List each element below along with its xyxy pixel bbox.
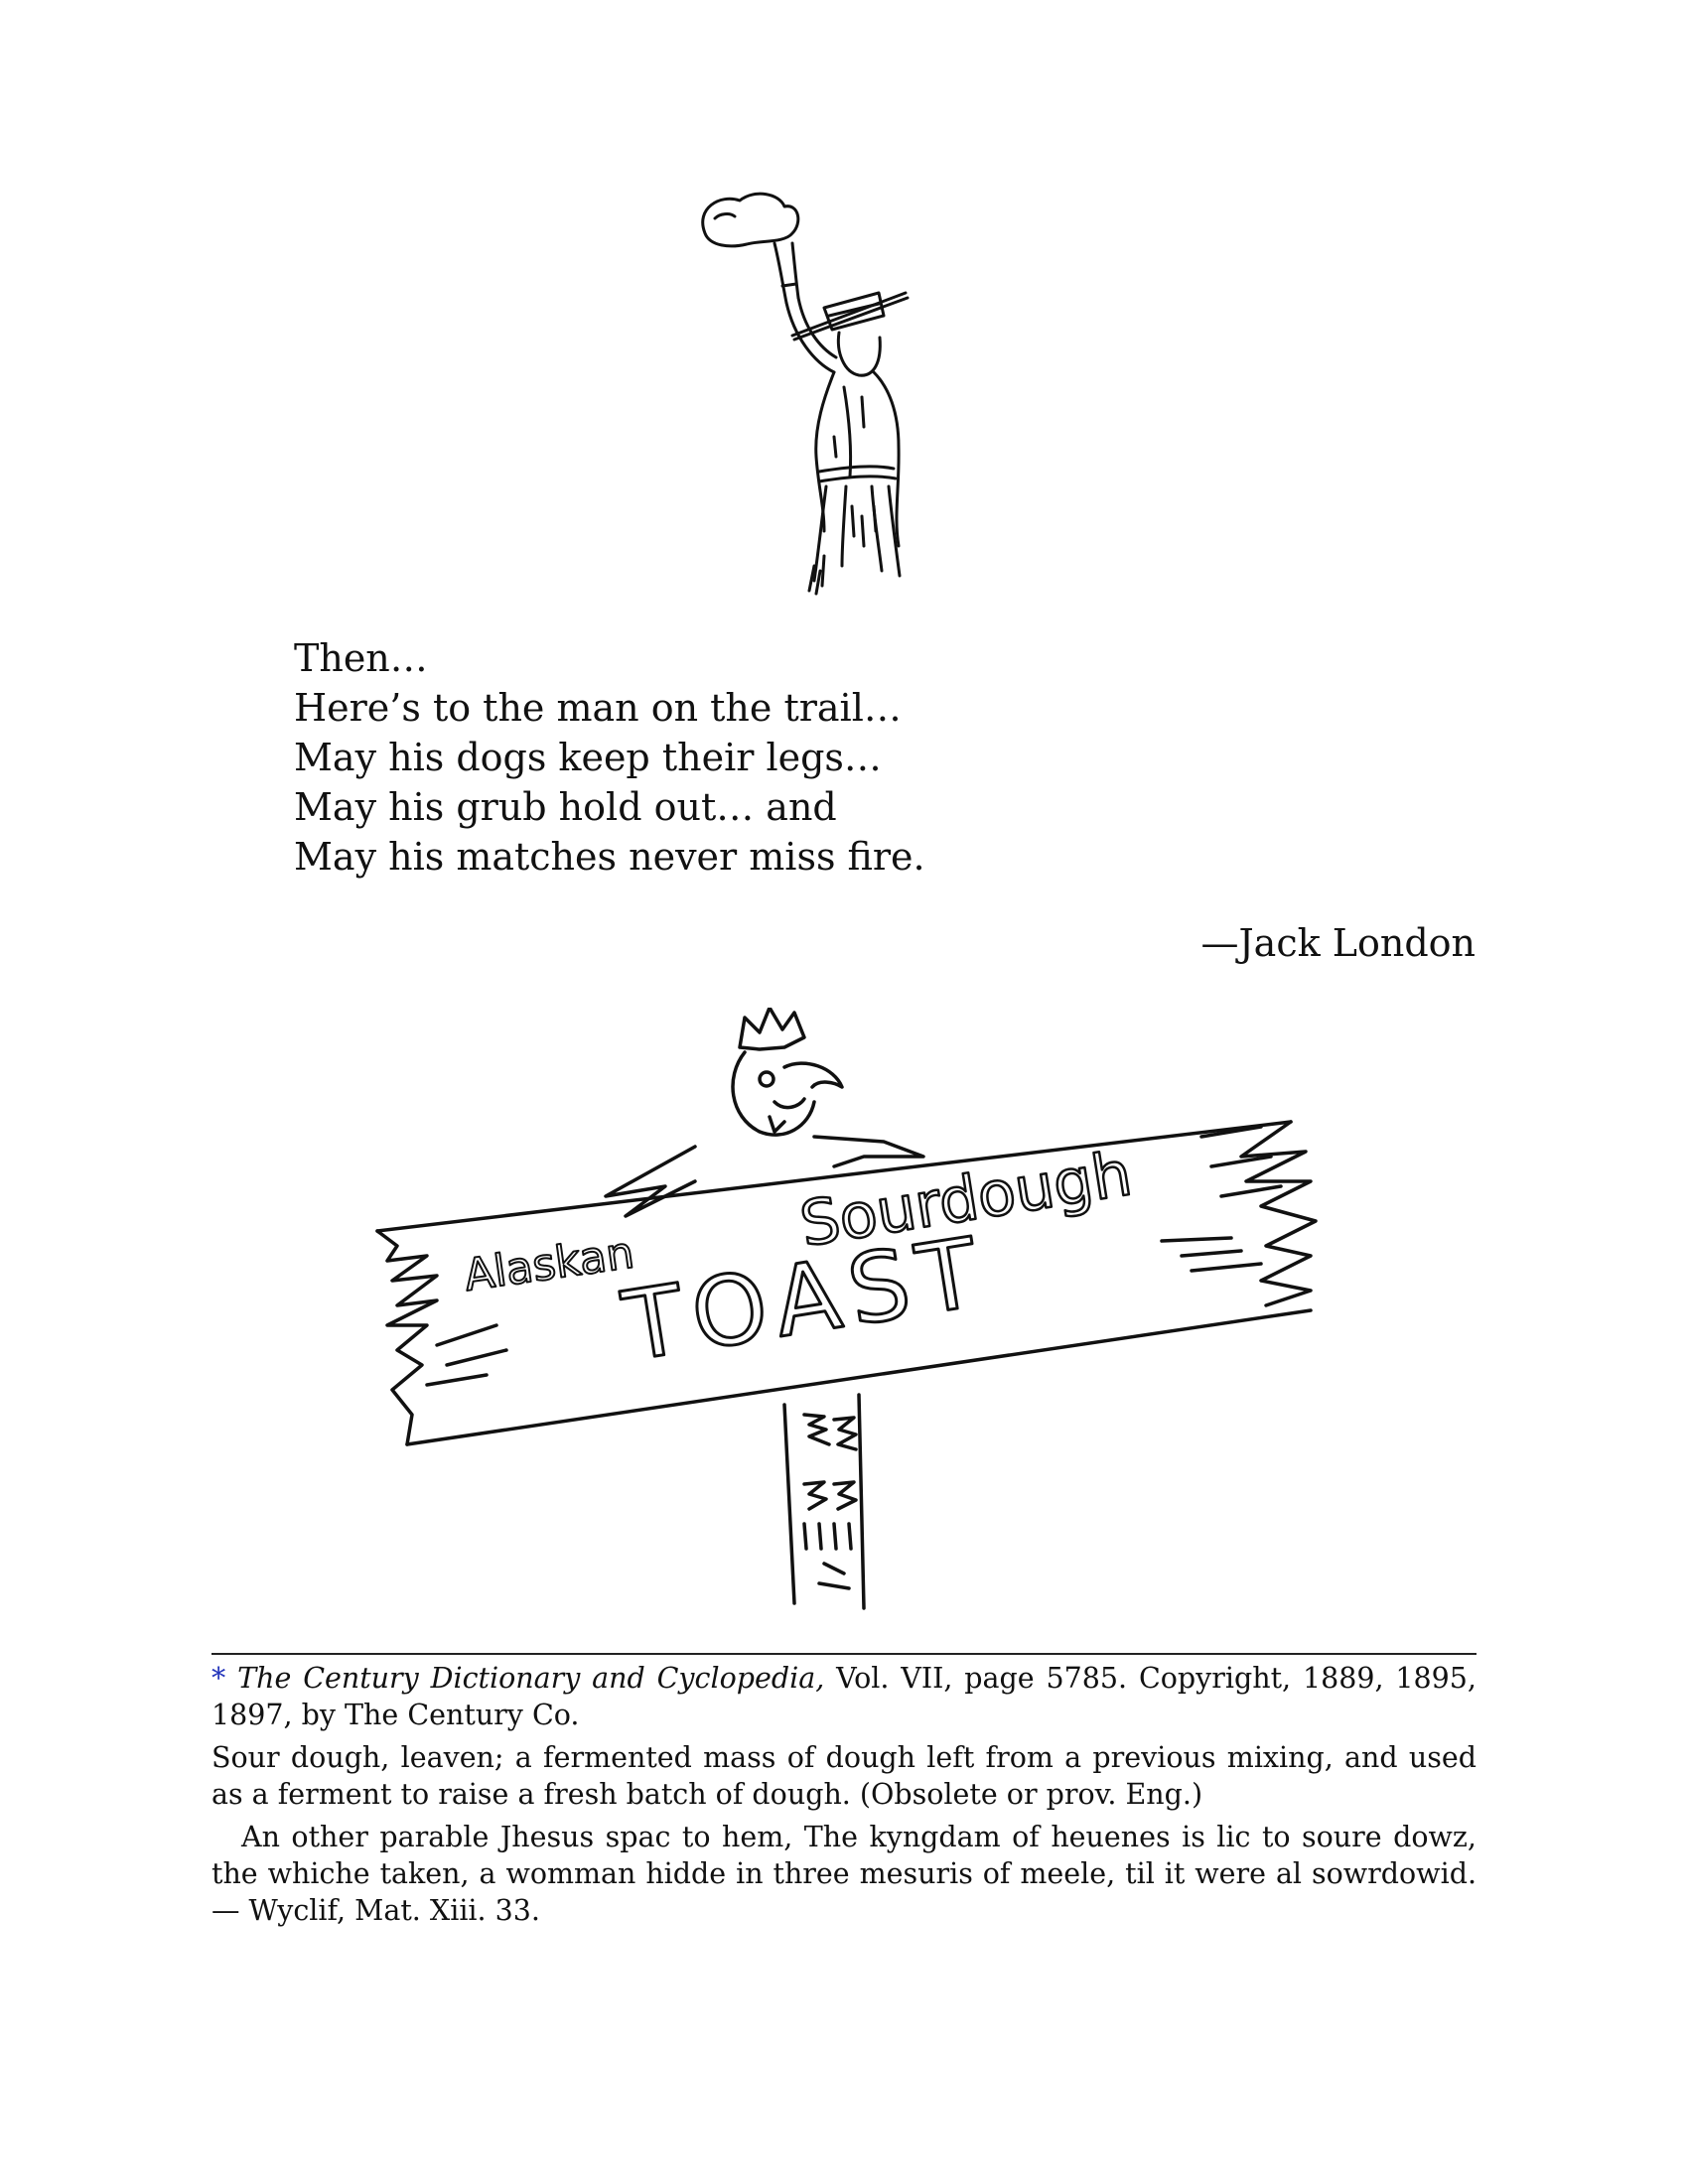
poem-attribution: —Jack London: [1200, 921, 1476, 965]
sign-word-toast: TOAST: [617, 1215, 995, 1383]
footnote-source-details: Vol. VII, page 5785. Copyright, 1889, 1895, 1897, by The Century Co.: [211, 1662, 1477, 1731]
man-waving-hat-illustration: [675, 189, 1013, 596]
poem-line: Here’s to the man on the trail…: [294, 686, 902, 730]
footnote-quotation: An other parable Jhesus spac to hem, The kyngdam of heuenes is lic to soure dowz, the whiche taken, a womman hidde in three mesuris of meele, til it were al sowrdowid. — Wyclif, Mat. Xiii. 33.: [211, 1821, 1477, 1927]
sign-word-sourdough: Sourdough: [794, 1137, 1137, 1261]
footnotes: [211, 1660, 1477, 1935]
alaskan-sourdough-toast-sign-illustration: [367, 1008, 1321, 1613]
poem: [294, 633, 1386, 882]
poem-line: Then…: [294, 636, 428, 680]
poem-line: May his dogs keep their legs…: [294, 736, 882, 779]
footnote-definition: Sour dough, leaven; a fermented mass of dough left from a previous mixing, and used as a ferment to raise a fresh batch of dough. (Obsolete or prov. Eng.): [211, 1741, 1477, 1811]
footnote-marker[interactable]: *: [211, 1662, 226, 1695]
footnote-source: [211, 1660, 1477, 1733]
sign-word-alaskan: Alaskan: [461, 1227, 637, 1301]
footnote-divider: [211, 1653, 1477, 1655]
poem-line: May his grub hold out… and: [294, 785, 837, 829]
footnote-source-title: The Century Dictionary and Cyclopedia,: [237, 1662, 825, 1695]
poem-line: May his matches never miss fire.: [294, 835, 925, 879]
